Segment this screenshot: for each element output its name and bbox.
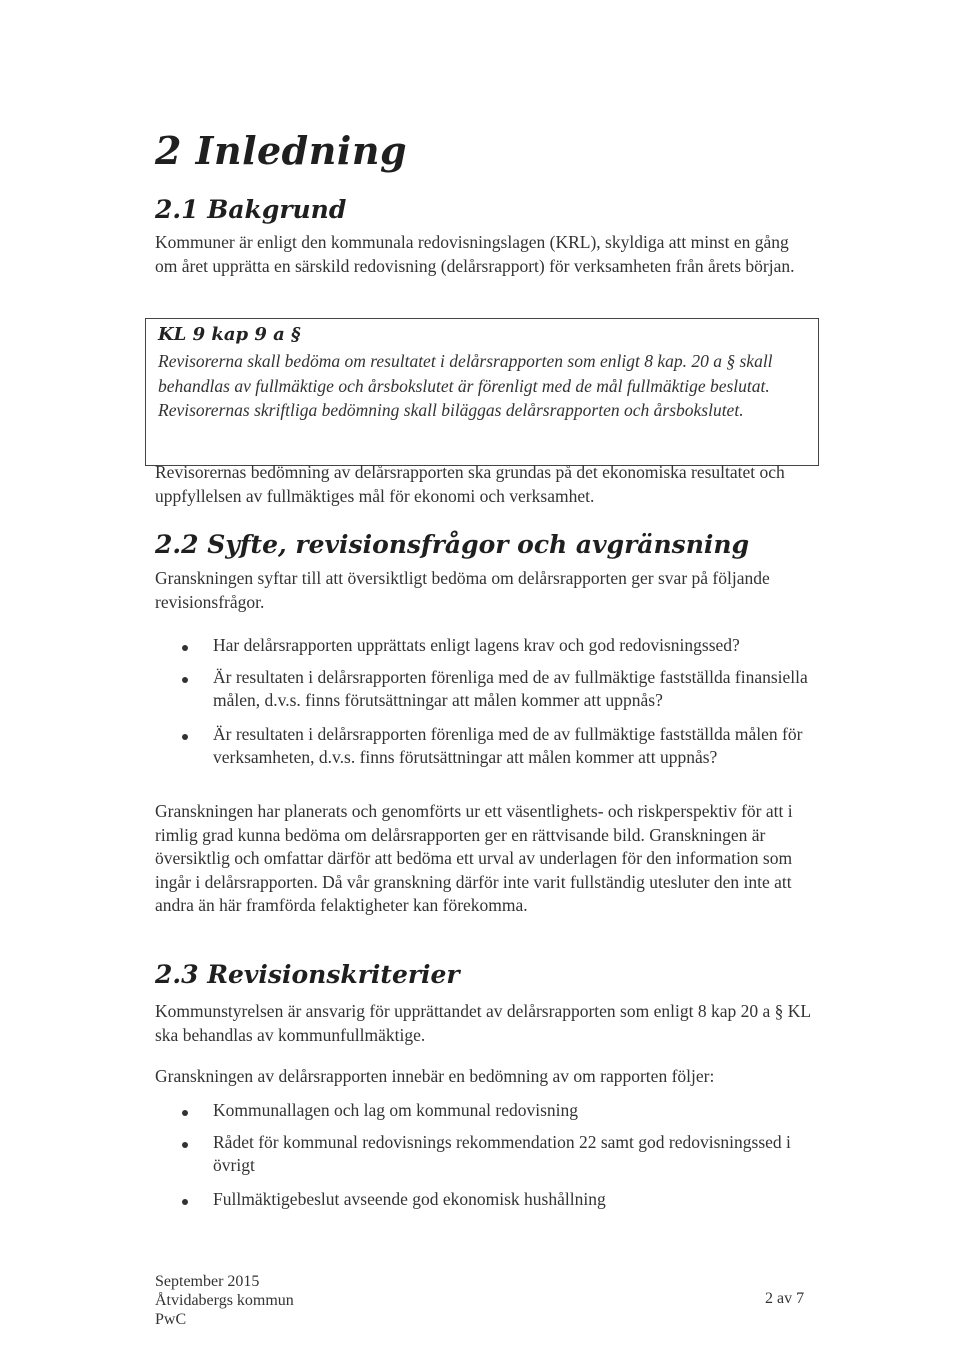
criteria-list — [155, 1099, 815, 1211]
bakgrund-intro: Kommuner är enligt den kommunala redovisningslagen (KRL), skyldiga att minst en gång om året upprätta en särskild redovisning (delårsrapport) för verksamheten från årets början. — [155, 232, 795, 276]
syfte-after: Granskningen har planerats och genomförts ur ett väsentlighets- och riskperspektiv för att i rimlig grad kunna bedöma om delårsrapporten ger en rättvisande bild. Granskningen är översiktlig och omfattar därför att bedöma ett urval av underlagen för den information som ingår i delårsrapporten. Då vår granskning därför inte varit fullständig utesluter den inte att andra än här framförda felaktigheter kan förekomma. — [155, 801, 793, 915]
revision-questions-list — [155, 634, 815, 770]
list-item: Rådet för kommunal redovisnings rekommendation 22 samt god redovisningssed i övrigt — [155, 1131, 815, 1178]
list-item: Har delårsrapporten upprättats enligt lagens krav och god redovisningssed? — [155, 634, 815, 658]
list-item: Är resultaten i delårsrapporten förenliga med de av fullmäktige fastställda finansiella målen, d.v.s. finns förutsättningar att målen kommer att uppnås? — [155, 666, 815, 713]
syfte-intro: Granskningen syftar till att översiktligt bedöma om delårsrapporten ger svar på följande revisionsfrågor. — [155, 568, 770, 612]
list-item: Är resultaten i delårsrapporten förenliga med de av fullmäktige fastställda målen för verksamheten, d.v.s. finns förutsättningar att målen kommer att uppnås? — [155, 723, 815, 770]
footer-date: September 2015 — [155, 1273, 260, 1290]
page-number: 2 av 7 — [765, 1290, 805, 1307]
bakgrund-after: Revisorernas bedömning av delårsrapporten ska grundas på det ekonomiska resultatet och uppfyllelsen av fullmäktiges mål för ekonomi och verksamhet. — [155, 462, 785, 506]
section-heading-bakgrund: 2.1 Bakgrund — [155, 195, 347, 224]
page-title: 2 Inledning — [155, 128, 408, 173]
kriterier-intro: Kommunstyrelsen är ansvarig för upprättandet av delårsrapporten som enligt 8 kap 20 a § KL ska behandlas av kommunfullmäktige. — [155, 1001, 811, 1045]
footer-org: Åtvidabergs kommun — [155, 1292, 294, 1309]
section-heading-syfte: 2.2 Syfte, revisionsfrågor och avgränsning — [155, 530, 750, 559]
law-callout-title: KL 9 kap 9 a § — [158, 324, 301, 345]
list-item: Kommunallagen och lag om kommunal redovisning — [155, 1099, 815, 1123]
page-footer — [155, 1272, 294, 1329]
section-heading-kriterier: 2.3 Revisionskriterier — [155, 960, 460, 989]
list-item: Fullmäktigebeslut avseende god ekonomisk hushållning — [155, 1188, 815, 1212]
kriterier-intro2: Granskningen av delårsrapporten innebär en bedömning av om rapporten följer: — [155, 1066, 715, 1086]
footer-firm: PwC — [155, 1311, 187, 1328]
law-callout-text: Revisorerna skall bedöma om resultatet i delårsrapporten som enligt 8 kap. 20 a § skall behandlas av fullmäktige och årsbokslutet är förenligt med de mål fullmäktige beslutat. Revisorernas skriftliga bedömning skall biläggas delårsrapporten och årsbokslutet. — [158, 351, 773, 420]
